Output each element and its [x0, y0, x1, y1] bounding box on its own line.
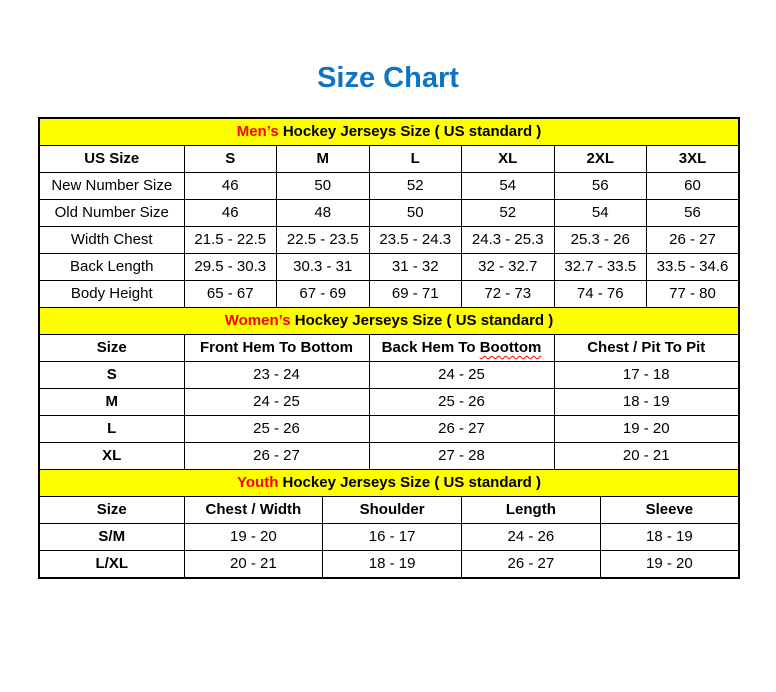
youth-row-label: L/XL — [39, 551, 184, 579]
womens-column-header-row — [39, 335, 739, 362]
youth-value-cell: 26 - 27 — [462, 551, 601, 579]
page-title: Size Chart — [317, 62, 459, 94]
mens-value-cell: 46 — [184, 173, 277, 200]
mens-column-header — [184, 146, 277, 173]
mens-value-cell: 32 - 32.7 — [462, 254, 555, 281]
youth-table-row — [39, 524, 739, 551]
mens-table-row — [39, 254, 739, 281]
column-header-label: Sleeve — [645, 501, 694, 518]
youth-column-header — [600, 497, 739, 524]
mens-value-cell: 32.7 - 33.5 — [554, 254, 647, 281]
column-header-label: 2XL — [586, 150, 614, 167]
mens-section-title — [39, 118, 739, 146]
mens-value-cell: 25.3 - 26 — [554, 227, 647, 254]
womens-column-header — [39, 335, 184, 362]
mens-value-cell: 46 — [184, 200, 277, 227]
mens-value-cell: 77 - 80 — [647, 281, 740, 308]
mens-value-cell: 54 — [462, 173, 555, 200]
mens-column-header — [277, 146, 370, 173]
womens-row-label: S — [39, 362, 184, 389]
mens-table-row — [39, 173, 739, 200]
mens-value-cell: 50 — [277, 173, 370, 200]
youth-title-highlight: Youth — [237, 474, 279, 491]
mens-value-cell: 26 - 27 — [647, 227, 740, 254]
mens-value-cell: 65 - 67 — [184, 281, 277, 308]
womens-table-row — [39, 389, 739, 416]
youth-section-title — [39, 470, 739, 497]
column-header-label: Chest / Pit To Pit — [587, 339, 706, 356]
womens-row-label: M — [39, 389, 184, 416]
mens-title-text: Hockey Jerseys Size ( US standard ) — [278, 123, 542, 140]
mens-section-title-row — [39, 118, 739, 146]
womens-value-cell: 24 - 25 — [369, 362, 554, 389]
column-header-label: M — [316, 150, 329, 167]
mens-value-cell: 74 - 76 — [554, 281, 647, 308]
womens-column-header — [554, 335, 739, 362]
mens-column-header — [462, 146, 555, 173]
youth-column-header-row — [39, 497, 739, 524]
column-header-label: S — [225, 150, 236, 167]
womens-value-cell: 20 - 21 — [554, 443, 739, 470]
youth-column-header — [184, 497, 323, 524]
mens-value-cell: 22.5 - 23.5 — [277, 227, 370, 254]
womens-table-row — [39, 416, 739, 443]
youth-value-cell: 19 - 20 — [184, 524, 323, 551]
mens-value-cell: 24.3 - 25.3 — [462, 227, 555, 254]
mens-value-cell: 31 - 32 — [369, 254, 462, 281]
column-header-label: Size — [96, 339, 127, 356]
womens-value-cell: 26 - 27 — [184, 443, 369, 470]
youth-value-cell: 20 - 21 — [184, 551, 323, 579]
mens-value-cell: 52 — [462, 200, 555, 227]
mens-value-cell: 48 — [277, 200, 370, 227]
womens-column-header — [184, 335, 369, 362]
column-header-label: Back Hem To — [381, 339, 480, 356]
mens-value-cell: 56 — [554, 173, 647, 200]
column-header-label: Shoulder — [359, 501, 425, 518]
mens-value-cell: 29.5 - 30.3 — [184, 254, 277, 281]
youth-column-header — [39, 497, 184, 524]
womens-value-cell: 26 - 27 — [369, 416, 554, 443]
column-header-label: 3XL — [678, 150, 707, 167]
youth-column-header — [323, 497, 462, 524]
mens-value-cell: 52 — [369, 173, 462, 200]
mens-column-header — [647, 146, 740, 173]
column-header-label: US Size — [84, 150, 140, 167]
mens-value-cell: 60 — [647, 173, 740, 200]
mens-column-header-row — [39, 146, 739, 173]
mens-table-row — [39, 200, 739, 227]
mens-row-label: New Number Size — [39, 173, 184, 200]
womens-value-cell: 25 - 26 — [369, 389, 554, 416]
mens-value-cell: 67 - 69 — [277, 281, 370, 308]
youth-column-header — [462, 497, 601, 524]
column-header-label: Size — [96, 501, 127, 518]
column-header-label: Front Hem To Bottom — [199, 339, 354, 356]
womens-title-highlight: Women’s — [224, 312, 291, 329]
size-chart-table — [38, 117, 740, 579]
column-header-label: Length — [505, 501, 556, 518]
mens-value-cell: 72 - 73 — [462, 281, 555, 308]
womens-column-header — [369, 335, 554, 362]
womens-value-cell: 18 - 19 — [554, 389, 739, 416]
mens-table-row — [39, 281, 739, 308]
womens-value-cell: 24 - 25 — [184, 389, 369, 416]
youth-title-text: Hockey Jerseys Size ( US standard ) — [278, 474, 541, 491]
mens-value-cell: 54 — [554, 200, 647, 227]
mens-row-label: Width Chest — [39, 227, 184, 254]
mens-value-cell: 69 - 71 — [369, 281, 462, 308]
womens-table-row — [39, 443, 739, 470]
mens-column-header — [554, 146, 647, 173]
womens-value-cell: 25 - 26 — [184, 416, 369, 443]
womens-section-title — [39, 308, 739, 335]
womens-value-cell: 19 - 20 — [554, 416, 739, 443]
misspelled-word: Boottom — [479, 339, 542, 356]
youth-value-cell: 18 - 19 — [600, 524, 739, 551]
mens-column-header — [39, 146, 184, 173]
womens-value-cell: 17 - 18 — [554, 362, 739, 389]
mens-value-cell: 21.5 - 22.5 — [184, 227, 277, 254]
mens-value-cell: 50 — [369, 200, 462, 227]
mens-row-label: Back Length — [39, 254, 184, 281]
youth-section-title-row — [39, 470, 739, 497]
mens-value-cell: 30.3 - 31 — [277, 254, 370, 281]
size-chart — [38, 117, 738, 579]
womens-table-row — [39, 362, 739, 389]
mens-value-cell: 56 — [647, 200, 740, 227]
womens-title-text: Hockey Jerseys Size ( US standard ) — [290, 312, 554, 329]
column-header-label: XL — [498, 150, 518, 167]
mens-row-label: Body Height — [39, 281, 184, 308]
youth-value-cell: 19 - 20 — [600, 551, 739, 579]
womens-row-label: L — [39, 416, 184, 443]
womens-section-title-row — [39, 308, 739, 335]
mens-row-label: Old Number Size — [39, 200, 184, 227]
column-header-label: L — [410, 150, 420, 167]
mens-table-row — [39, 227, 739, 254]
mens-title-highlight: Men’s — [236, 123, 279, 140]
mens-column-header — [369, 146, 462, 173]
youth-value-cell: 24 - 26 — [462, 524, 601, 551]
womens-value-cell: 27 - 28 — [369, 443, 554, 470]
youth-row-label: S/M — [39, 524, 184, 551]
womens-row-label: XL — [39, 443, 184, 470]
youth-value-cell: 18 - 19 — [323, 551, 462, 579]
mens-value-cell: 23.5 - 24.3 — [369, 227, 462, 254]
youth-table-row — [39, 551, 739, 579]
youth-value-cell: 16 - 17 — [323, 524, 462, 551]
womens-value-cell: 23 - 24 — [184, 362, 369, 389]
mens-value-cell: 33.5 - 34.6 — [647, 254, 740, 281]
column-header-label: Chest / Width — [205, 501, 302, 518]
